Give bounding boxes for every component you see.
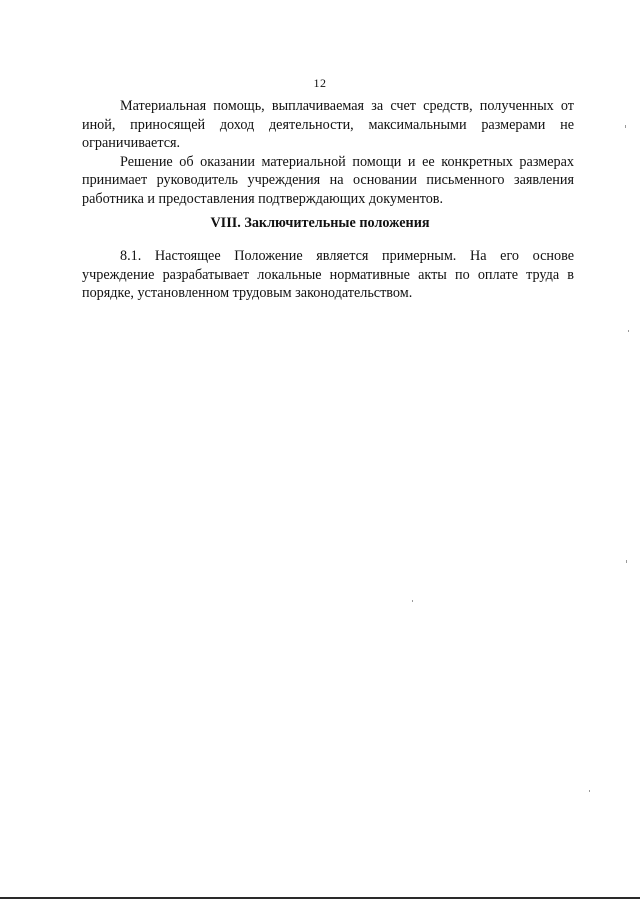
scan-artifact [628,330,629,332]
scan-edge-line [0,897,640,899]
scan-artifact [589,790,590,792]
scan-artifact [412,600,413,602]
scan-artifact [625,125,626,128]
text-block-final-provisions [82,247,574,303]
section-heading: VIII. Заключительные положения [210,215,430,231]
paragraph: Материальная помощь, выплачиваемая за счет средств, полученных от иной, приносящей доход деятельности, максимальными размерами не ограничивается. [82,98,574,151]
page-number: 12 [313,76,327,90]
paragraph: 8.1. Настоящее Положение является примерным. На его основе учреждение разрабатывает локальные нормативные акты по оплате труда в порядке, установленном трудовым законодательством. [82,248,574,301]
text-block-material-aid [82,97,574,208]
scan-artifact [626,560,627,563]
paragraph: Решение об оказании материальной помощи и ее конкретных размерах принимает руководитель учреждения на основании письменного заявления работника и предоставления подтверждающих документов. [82,153,574,207]
